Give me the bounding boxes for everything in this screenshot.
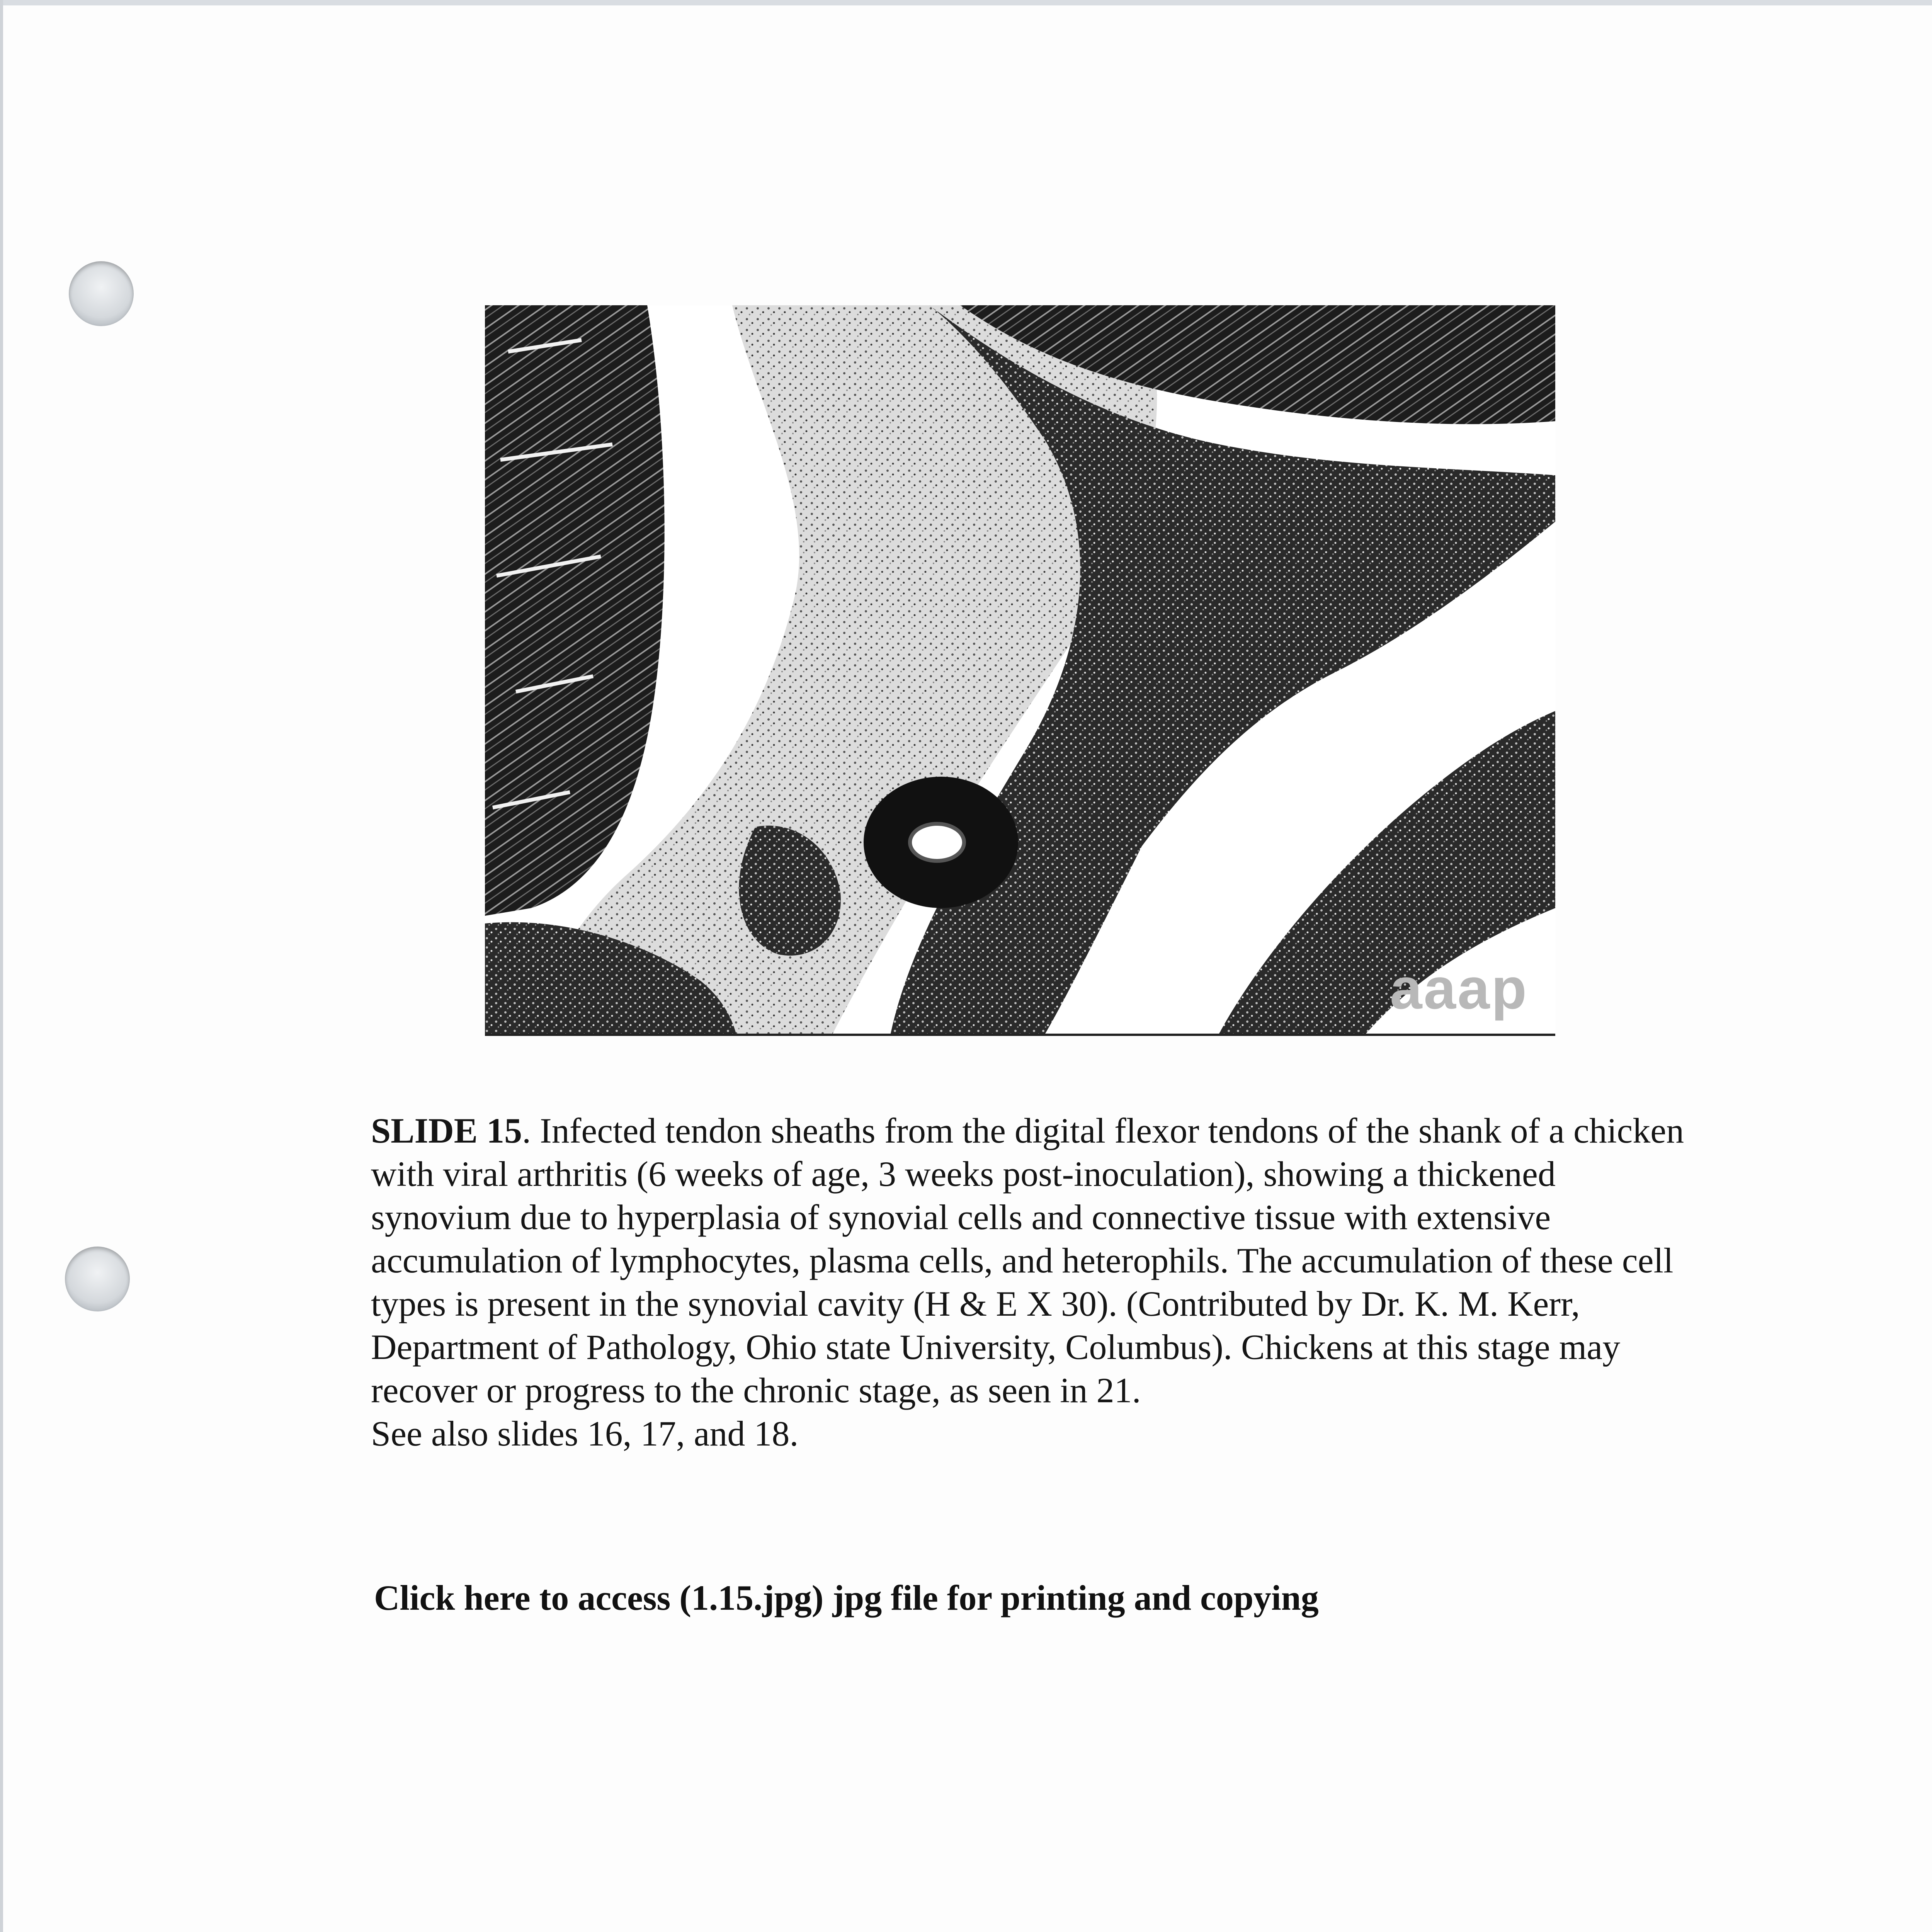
histology-micrograph [485,305,1555,1036]
blood-vessel [910,824,964,861]
page-edge-left [0,0,3,1932]
binder-hole-middle [65,1247,130,1311]
page-edge-top [0,0,1932,5]
binder-hole-top [69,261,134,326]
watermark-text: aaap [1390,956,1528,1021]
caption-body: . Infected tendon sheaths from the digital flexor tendons of the shank of a chicken with viral arthritis (6 weeks of age, 3 weeks post-inoculation), showing a thickened synovium due to hyperplasia of synovial cells and connective tissue with extensive accumulation of lymphocytes, plasma cells, and heterophils. The accumulation of these cell types is present in the synovial cavity (H & E X 30). (Contributed by Dr. K. M. Kerr, Department of Pathology, Ohio state University, Columbus). Chickens at this stage may recover or progress to the chronic stage, as seen in 21. [371,1111,1684,1410]
see-also-note: See also slides 16, 17, and 18. [371,1414,799,1453]
slide-label: SLIDE 15 [371,1111,522,1150]
caption-paragraph [371,1109,1692,1412]
slide-caption [371,1109,1692,1455]
jpg-file-link[interactable]: Click here to access (1.15.jpg) jpg file for printing and copying [374,1578,1319,1617]
micrograph-image [485,305,1555,1034]
